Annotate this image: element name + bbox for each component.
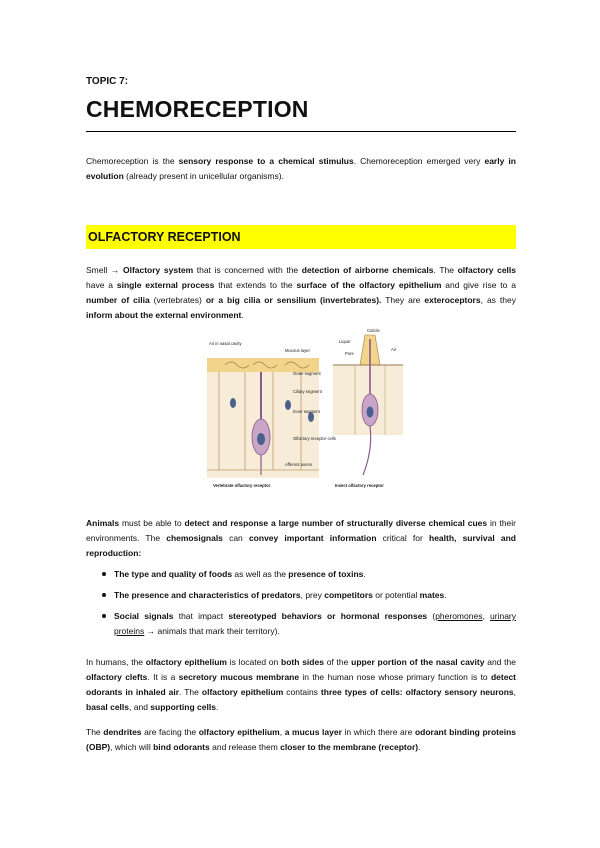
label-insect-receptor: Insect olfactory receptor [335, 483, 384, 488]
bullet-dot [102, 614, 106, 618]
list-item: Social signals that impact stereotyped behaviors or hormonal responses (pheromones, urinary proteins → animals that mark their territory). [100, 609, 516, 639]
label-ciliary-segment: Ciliary segment [293, 389, 322, 394]
section-heading-olfactory: OLFACTORY RECEPTION [86, 225, 516, 249]
intro-paragraph: Chemoreception is the sensory response to a chemical stimulus. Chemoreception emerged very early in evolution (already present in unicellular organisms). [86, 156, 516, 181]
signal-bullet-list [100, 567, 516, 645]
dendrites-paragraph: The dendrites are facing the olfactory epithelium, a mucus layer in which there are odorant binding proteins (OBP), which will bind odorants and release them closer to the membrane (receptor). [86, 727, 516, 752]
list-item: The presence and characteristics of predators, prey competitors or potential mates. [100, 588, 516, 603]
olfactory-receptor-figure [205, 325, 405, 500]
label-cuticle: Cuticle [367, 328, 380, 333]
vertebrate-epithelium [207, 358, 319, 478]
bullet-dot [102, 572, 106, 576]
label-outer-segment: Outer segment [293, 371, 321, 376]
label-inner-segment: Inner segment [293, 409, 320, 414]
insect-sensillum [333, 335, 403, 475]
label-olfactory-receptor-cells: Olfactory receptor cells [293, 436, 336, 441]
humans-paragraph: In humans, the olfactory epithelium is located on both sides of the upper portion of the nasal cavity and the olfactory clefts. It is a secretory mucous membrane in the human nose whose primary function is to detect odorants in inhaled air. The olfactory epithelium contains three types of cells: olfactory sensory neurons, basal cells, and supporting cells. [86, 657, 517, 712]
label-liquor: Liquor [339, 339, 351, 344]
page-title: CHEMORECEPTION [86, 96, 309, 122]
bullet-dot [102, 593, 106, 597]
label-vertebrate-receptor: Vertebrate olfactory receptor [213, 483, 271, 488]
animals-paragraph: Animals must be able to detect and response a large number of structurally diverse chemical cues in their environments. The chemosignals can convey important information critical for health, survival and reproduction: [86, 518, 517, 558]
topic-label: TOPIC 7: [86, 76, 129, 87]
list-item: The type and quality of foods as well as the presence of toxins. [100, 567, 516, 582]
label-air-nasal: Air in nasal cavity [209, 341, 242, 346]
label-afferent-axons: Afferent axons [285, 462, 312, 467]
smell-paragraph: Smell → Olfactory system that is concerned with the detection of airborne chemicals. The olfactory cells have a single external process that extends to the surface of the olfactory epithelium and give rise to a number of cilia (vertebrates) or a big cilia or sensilium (invertebrates). They are exteroceptors, as they inform about the external environment. [86, 265, 516, 320]
label-pore: Pore [345, 351, 354, 356]
vertebrate-mucous-layer [207, 358, 319, 372]
title-underline [86, 131, 516, 132]
label-air: Air [391, 347, 397, 352]
label-mucous-layer: Mucous layer [285, 348, 310, 353]
